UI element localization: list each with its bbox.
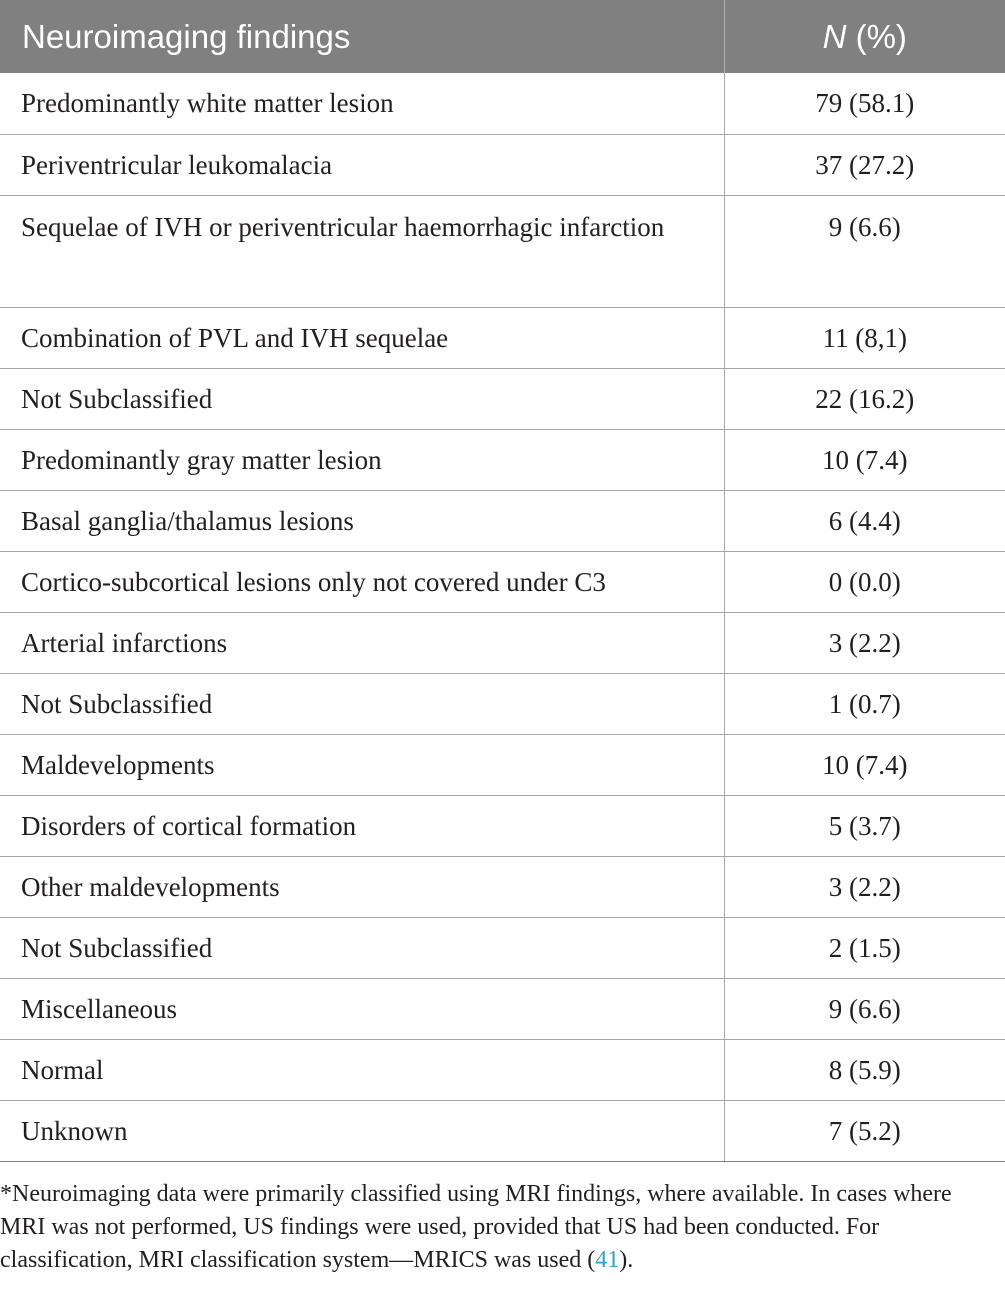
finding-value: 10 (7.4) [724, 734, 1005, 795]
finding-value: 3 (2.2) [724, 612, 1005, 673]
table-row [0, 73, 1005, 134]
finding-label: Sequelae of IVH or periventricular haemorrhagic infarction [0, 195, 724, 307]
table-row [0, 795, 1005, 856]
table-row [0, 856, 1005, 917]
finding-value: 79 (58.1) [724, 73, 1005, 134]
finding-value: 6 (4.4) [724, 490, 1005, 551]
finding-label: Normal [0, 1039, 724, 1100]
finding-label: Maldevelopments [0, 734, 724, 795]
finding-value: 7 (5.2) [724, 1100, 1005, 1161]
finding-value: 1 (0.7) [724, 673, 1005, 734]
finding-value: 3 (2.2) [724, 856, 1005, 917]
reference-link[interactable]: 41 [595, 1247, 620, 1273]
finding-label: Not Subclassified [0, 917, 724, 978]
header-n-percent [724, 0, 1005, 73]
table-row [0, 368, 1005, 429]
footnote-end: ). [619, 1247, 634, 1273]
finding-label: Not Subclassified [0, 368, 724, 429]
table-row [0, 195, 1005, 307]
table-row [0, 551, 1005, 612]
finding-label: Basal ganglia/thalamus lesions [0, 490, 724, 551]
finding-value: 2 (1.5) [724, 917, 1005, 978]
finding-label: Other maldevelopments [0, 856, 724, 917]
finding-label: Not Subclassified [0, 673, 724, 734]
finding-label: Predominantly gray matter lesion [0, 429, 724, 490]
finding-value: 0 (0.0) [724, 551, 1005, 612]
table-row [0, 978, 1005, 1039]
header-percent: (%) [846, 17, 907, 55]
finding-value: 9 (6.6) [724, 978, 1005, 1039]
header-n-symbol: N [822, 17, 847, 55]
table-header-row [0, 0, 1005, 73]
finding-label: Periventricular leukomalacia [0, 134, 724, 195]
table-row [0, 734, 1005, 795]
table-footnote [0, 1178, 1000, 1277]
finding-label: Combination of PVL and IVH sequelae [0, 307, 724, 368]
table-row [0, 307, 1005, 368]
finding-label: Arterial infarctions [0, 612, 724, 673]
table-row [0, 917, 1005, 978]
finding-value: 9 (6.6) [724, 195, 1005, 307]
table-row [0, 134, 1005, 195]
header-findings: Neuroimaging findings [0, 0, 724, 73]
table-row [0, 490, 1005, 551]
footnote-text: *Neuroimaging data were primarily classified using MRI findings, where available. In cases where MRI was not performed, US findings were used, provided that US had been conducted. For classification, MRI classification system—MRICS was used ( [0, 1181, 952, 1273]
finding-label: Miscellaneous [0, 978, 724, 1039]
finding-value: 11 (8,1) [724, 307, 1005, 368]
table-row [0, 612, 1005, 673]
table-row [0, 1039, 1005, 1100]
finding-label: Disorders of cortical formation [0, 795, 724, 856]
finding-label: Unknown [0, 1100, 724, 1161]
table-row [0, 673, 1005, 734]
finding-label: Predominantly white matter lesion [0, 73, 724, 134]
finding-value: 5 (3.7) [724, 795, 1005, 856]
finding-label: Cortico-subcortical lesions only not covered under C3 [0, 551, 724, 612]
table-row [0, 429, 1005, 490]
finding-value: 22 (16.2) [724, 368, 1005, 429]
finding-value: 10 (7.4) [724, 429, 1005, 490]
finding-value: 37 (27.2) [724, 134, 1005, 195]
table-row [0, 1100, 1005, 1161]
finding-value: 8 (5.9) [724, 1039, 1005, 1100]
